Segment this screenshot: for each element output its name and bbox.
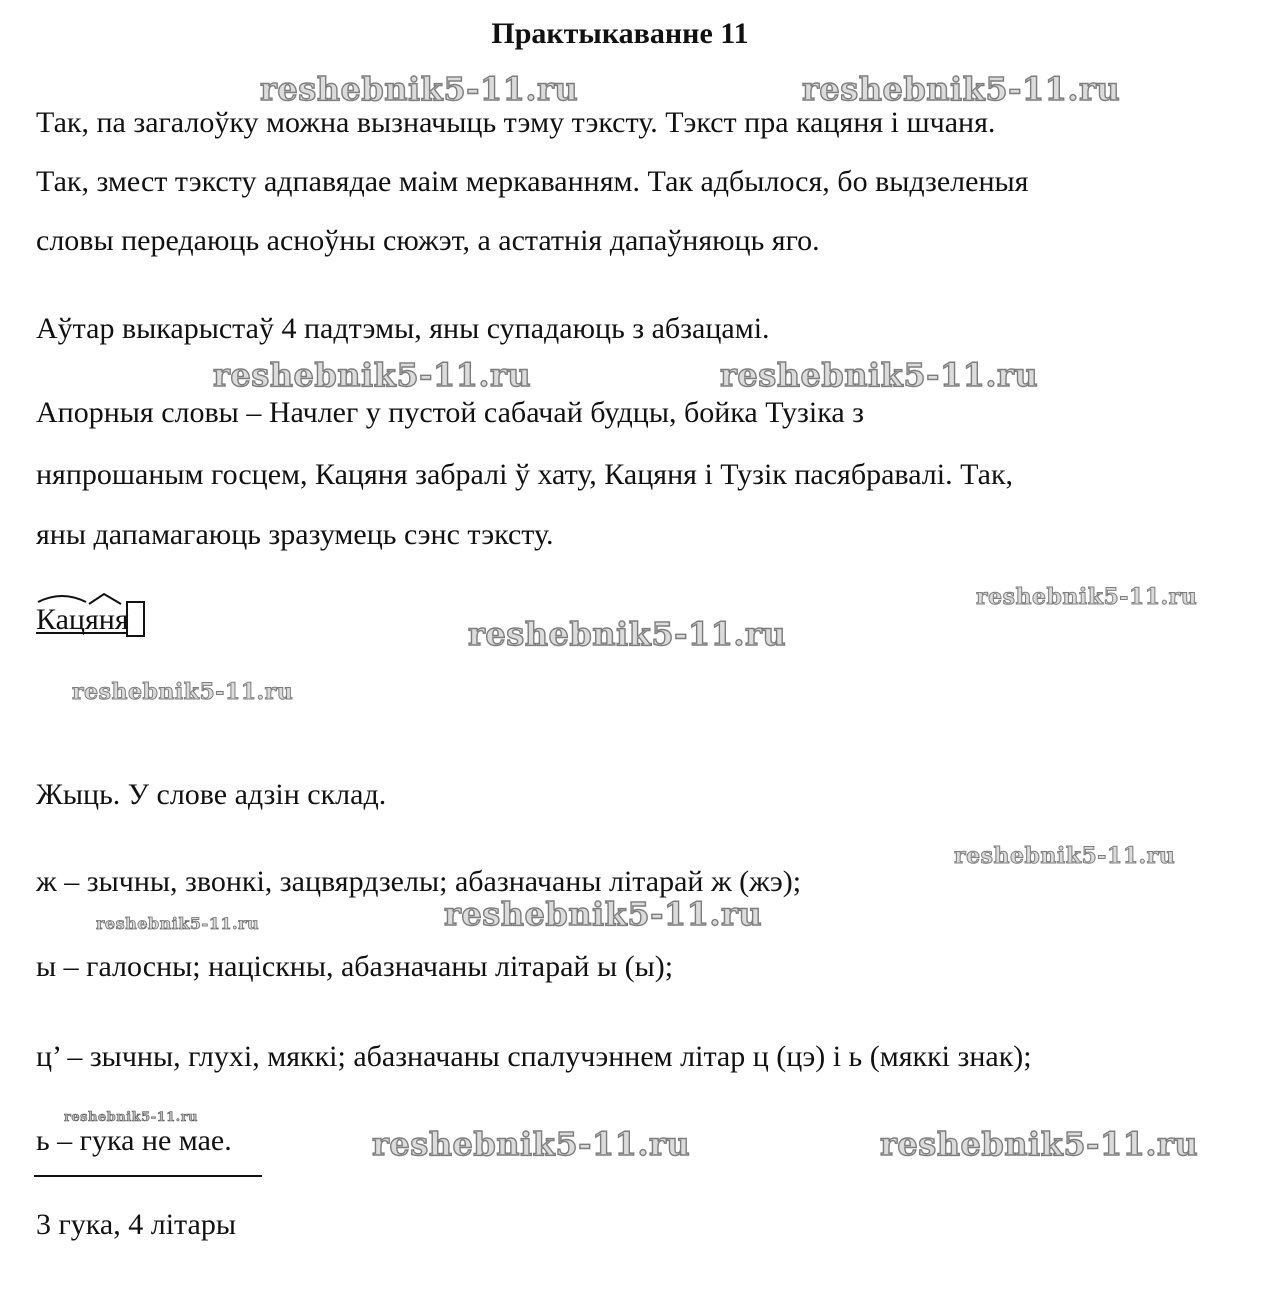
page-title: Практыкаванне 11 xyxy=(491,17,749,50)
paragraph-1-line-2: Так, змест тэксту адпавядае маім меркаванням. Так адбылося, бо выдзеленыя xyxy=(36,165,1029,198)
summary-divider xyxy=(34,1175,262,1177)
watermark: reshebnik5-11.ru xyxy=(372,1125,691,1163)
watermark: reshebnik5-11.ru xyxy=(260,70,579,108)
watermark: reshebnik5-11.ru xyxy=(880,1125,1199,1163)
watermark: reshebnik5-11.ru xyxy=(213,356,532,394)
sound-line-soft-sign: ь – гука не мае. xyxy=(36,1124,232,1157)
ending-box-mark xyxy=(127,602,144,636)
watermark: reshebnik5-11.ru xyxy=(96,914,260,933)
morpheme-suffix: ян xyxy=(84,603,115,636)
paragraph-3-line-1: Апорныя словы – Начлег у пустой сабачай будцы, бойка Тузіка з xyxy=(36,396,865,429)
sound-line-zh: ж – зычны, звонкі, зацвярдзелы; абазначаны літарай ж (жэ); xyxy=(36,865,802,898)
watermark: reshebnik5-11.ru xyxy=(720,356,1039,394)
syllable-line: Жыць. У слове адзін склад. xyxy=(36,778,387,811)
watermark: reshebnik5-11.ru xyxy=(954,843,1176,869)
sound-line-y: ы – галосны; націскны, абазначаны літарай ы (ы); xyxy=(36,950,674,983)
paragraph-1-line-1: Так, па загалоўку можна вызначыць тэму тэксту. Тэкст пра кацяня і шчаня. xyxy=(36,106,996,139)
paragraph-1-line-3: словы передаюць асноўны сюжэт, а астатнія дапаўняюць яго. xyxy=(36,224,820,257)
watermark: reshebnik5-11.ru xyxy=(72,679,294,705)
paragraph-3-line-2: няпрошаным госцем, Кацяня забралі ў хату, Кацяня і Тузік пасябравалі. Так, xyxy=(36,458,1014,491)
watermark: reshebnik5-11.ru xyxy=(444,895,763,933)
watermark: reshebnik5-11.ru xyxy=(64,1110,199,1125)
suffix-cap-mark xyxy=(89,594,121,604)
morpheme-marks xyxy=(36,592,166,652)
morpheme-ending: я xyxy=(114,603,129,636)
morphemic-analysis xyxy=(36,592,166,652)
paragraph-3-line-3: яны дапамагаюць зразумець сэнс тэксту. xyxy=(36,518,554,551)
paragraph-2: Аўтар выкарыстаў 4 падтэмы, яны супадаюць з абзацамі. xyxy=(36,312,770,345)
watermark: reshebnik5-11.ru xyxy=(976,584,1198,610)
watermark: reshebnik5-11.ru xyxy=(468,615,787,653)
root-arc-mark xyxy=(38,596,86,602)
sound-line-ts: ц’ – зычны, глухі, мяккі; абазначаны спалучэннем літар ц (цэ) і ь (мяккі знак); xyxy=(36,1040,1032,1073)
watermark: reshebnik5-11.ru xyxy=(802,70,1121,108)
summary-line: 3 гука, 4 літары xyxy=(36,1208,236,1241)
morpheme-root: Кац xyxy=(36,603,85,636)
